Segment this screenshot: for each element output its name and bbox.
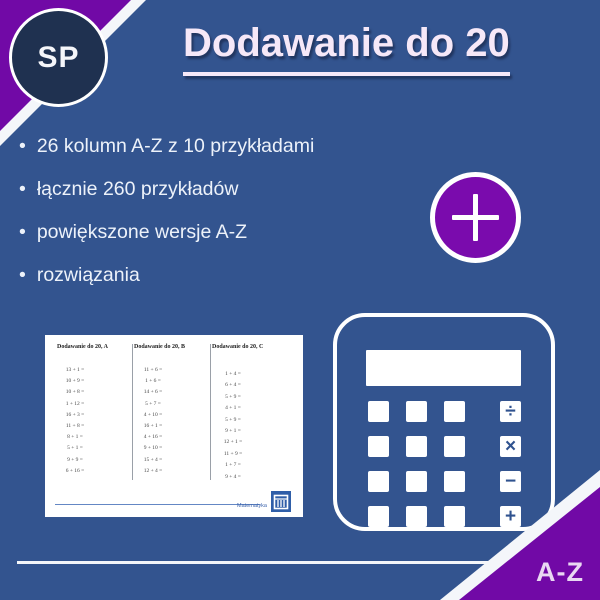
math-problem: 12 + 1 =: [223, 439, 243, 446]
math-problem: 13 + 1 =: [65, 367, 85, 373]
math-problem: 5 + 7 =: [145, 400, 161, 407]
keypad-row: [368, 506, 521, 527]
math-problem: 15 + 4 =: [143, 456, 163, 463]
keypad-row: [368, 436, 521, 457]
math-problem: 10 + 8 =: [65, 389, 85, 396]
worksheet-column-header: Dodawanie do 20, C: [212, 344, 264, 350]
multiply-key-icon: ×: [500, 436, 521, 457]
keypad-row: [368, 401, 521, 422]
calc-key: [368, 401, 389, 422]
math-problem: 9 + 9 =: [67, 456, 83, 463]
plus-key-icon: +: [500, 506, 521, 527]
calc-key: [444, 506, 465, 527]
math-problem: 9 + 10 =: [143, 445, 163, 452]
calculator-keypad: [368, 401, 521, 541]
math-problem: 1 + 6 =: [145, 378, 161, 385]
math-problem: 16 + 1 =: [143, 423, 163, 430]
math-problem: 5 + 9 =: [225, 393, 241, 400]
calc-key: [368, 436, 389, 457]
calc-key: [368, 506, 389, 527]
math-problem: 4 + 1 =: [225, 405, 241, 412]
math-problem: 11 + 9 =: [223, 450, 243, 457]
plus-badge: [430, 172, 521, 263]
feature-item: [19, 134, 314, 158]
worksheet-problems-a: [53, 365, 97, 477]
math-problem: 8 + 1 =: [67, 434, 83, 441]
math-problem: 6 + 4 =: [225, 382, 241, 389]
feature-list: [19, 134, 314, 306]
calc-key: [444, 471, 465, 492]
math-problem: 6 + 16 =: [65, 467, 85, 474]
bullet-dot: •: [19, 135, 26, 157]
math-problem: 4 + 16 =: [143, 434, 163, 441]
feature-item: [19, 263, 314, 287]
feature-text: 26 kolumn A-Z z 10 przykładami: [36, 135, 315, 157]
bullet-dot: •: [19, 264, 26, 286]
calc-key: [406, 401, 427, 422]
divide-key-icon: ÷: [500, 401, 521, 422]
worksheet-footer-rule: [55, 504, 260, 505]
calc-key: [444, 401, 465, 422]
columns-building-icon: [273, 494, 289, 510]
brand-badge: [9, 8, 108, 107]
math-problem: 5 + 1 =: [67, 445, 83, 452]
calc-key: [406, 506, 427, 527]
calc-key: [406, 436, 427, 457]
math-problem: 5 + 9 =: [225, 416, 241, 423]
bullet-dot: •: [19, 221, 26, 243]
calc-key: [444, 436, 465, 457]
math-problem: 4 + 10 =: [143, 411, 163, 418]
feature-text: powiększone wersje A-Z: [36, 221, 248, 243]
calculator-illustration: [333, 313, 555, 531]
feature-text: łącznie 260 przykładów: [36, 178, 239, 200]
feature-text: rozwiązania: [36, 264, 140, 286]
worksheet-footer-brand: Matematyka: [237, 503, 267, 509]
math-problem: 1 + 4 =: [225, 371, 241, 377]
calculator-display: [366, 350, 521, 386]
math-problem: 16 + 3 =: [65, 411, 85, 418]
keypad-row: [368, 471, 521, 492]
worksheet-problems-c: [211, 369, 255, 483]
math-problem: 12 + 4 =: [143, 467, 163, 474]
worksheet-preview: [45, 335, 303, 517]
minus-key-icon: −: [500, 471, 521, 492]
math-problem: 1 + 12 =: [65, 400, 85, 407]
calc-key: [406, 471, 427, 492]
page-title: Dodawanie do 20: [183, 21, 510, 76]
worksheet-problems-b: [131, 365, 175, 477]
worksheet-column-header: Dodawanie do 20, A: [57, 344, 109, 350]
math-problem: 10 + 9 =: [65, 378, 85, 385]
math-problem: 14 + 6 =: [143, 389, 163, 396]
corner-badge-az: A-Z: [536, 557, 584, 587]
calc-key: [368, 471, 389, 492]
feature-item: [19, 220, 314, 244]
bullet-dot: •: [19, 178, 26, 200]
math-problem: 9 + 4 =: [225, 473, 241, 480]
feature-item: [19, 177, 314, 201]
math-problem: 11 + 6 =: [143, 367, 163, 373]
worksheet-column-header: Dodawanie do 20, B: [134, 344, 186, 350]
worksheet-logo: [271, 491, 291, 512]
math-problem: 1 + 7 =: [225, 462, 241, 469]
math-problem: 11 + 8 =: [65, 423, 85, 430]
brand-badge-text: SP: [37, 40, 80, 74]
math-problem: 9 + 1 =: [225, 428, 241, 435]
plus-icon: [473, 194, 478, 241]
